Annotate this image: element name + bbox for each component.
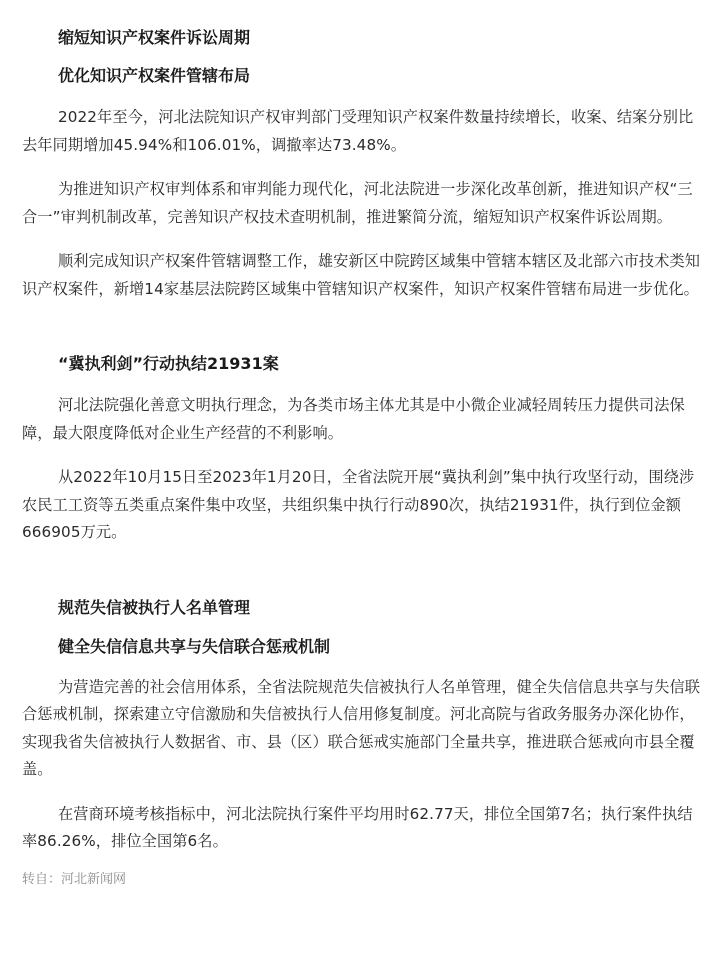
article-body: [22, 0, 702, 889]
section-heading: 规范失信被执行人名单管理: [58, 597, 251, 617]
section-heading: 健全失信信息共享与失信联合惩戒机制: [58, 636, 331, 656]
paragraph: 2022年至今，河北法院知识产权审判部门受理知识产权案件数量持续增长，收案、结案分别比去年同期增加45.94%和106.01%，调撤率达73.48%。: [22, 108, 694, 154]
paragraph: 河北法院强化善意文明执行理念，为各类市场主体尤其是中小微企业减轻周转压力提供司法保障，最大限度降低对企业生产经营的不利影响。: [22, 396, 685, 442]
paragraph: 顺利完成知识产权案件管辖调整工作，雄安新区中院跨区域集中管辖本辖区及北部六市技术类知识产权案件，新增14家基层法院跨区域集中管辖知识产权案件，知识产权案件管辖布局进一步优化。: [22, 252, 701, 298]
paragraph: 为营造完善的社会信用体系，全省法院规范失信被执行人名单管理，健全失信信息共享与失信联合惩戒机制，探索建立守信激励和失信被执行人信用修复制度。河北高院与省政务服务办深化协作，实现我省失信被执行人数据省、市、县（区）联合惩戒实施部门全量共享，推进联合惩戒向市县全覆盖。: [22, 677, 701, 778]
paragraph: 从2022年10月15日至2023年1月20日，全省法院开展“冀执利剑”集中执行攻坚行动，围绕涉农民工工资等五类重点案件集中攻坚，共组织集中执行行动890次，执结21931件，执行到位金额666905万元。: [22, 468, 695, 541]
source-credit: 转自：河北新闻网: [22, 871, 127, 887]
section-heading: “冀执利剑”行动执结21931案: [58, 354, 279, 373]
paragraph: 在营商环境考核指标中，河北法院执行案件平均用时62.77天，排位全国第7名；执行案件执结率86.26%，排位全国第6名。: [22, 804, 693, 850]
paragraph: 为推进知识产权审判体系和审判能力现代化，河北法院进一步深化改革创新，推进知识产权“三合一”审判机制改革，完善知识产权技术查明机制，推进繁简分流，缩短知识产权案件诉讼周期。: [22, 180, 693, 226]
section-heading: 优化知识产权案件管辖布局: [58, 66, 251, 85]
section-heading: 缩短知识产权案件诉讼周期: [58, 28, 251, 47]
